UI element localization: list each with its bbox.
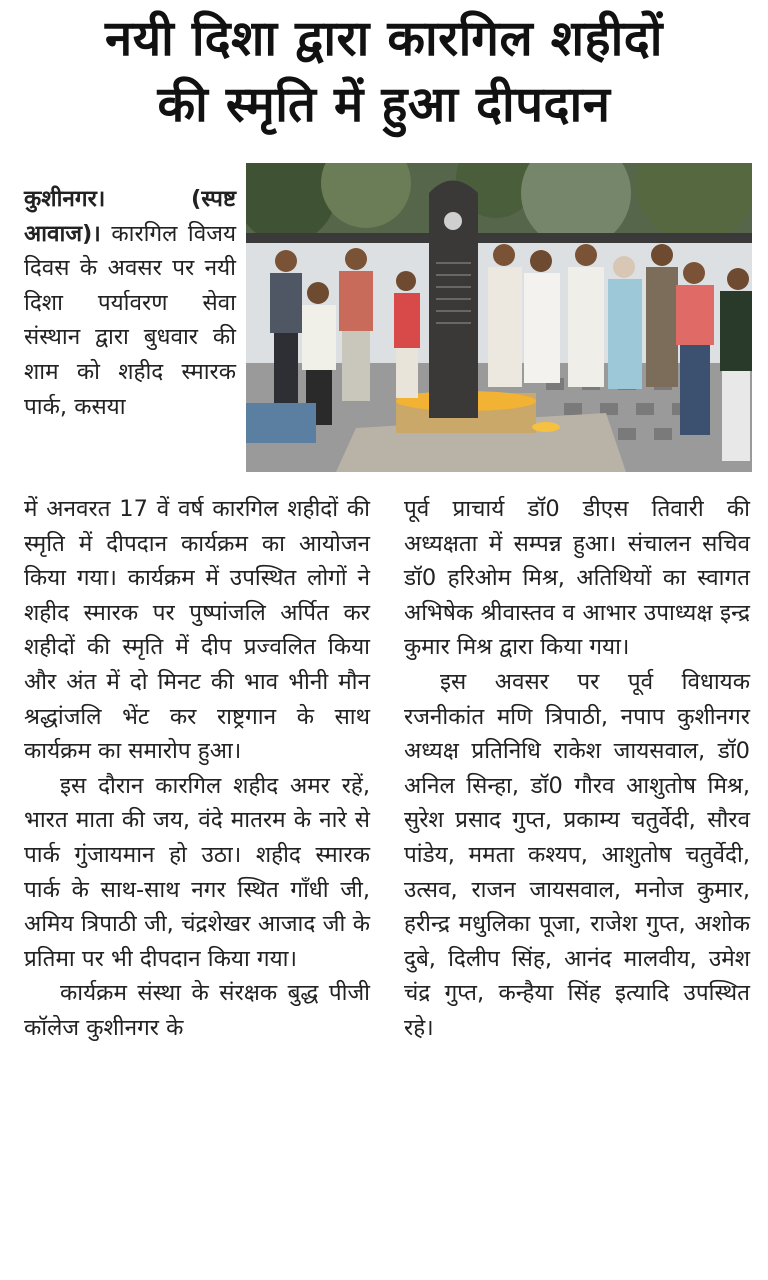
article-column-left (24, 492, 370, 1046)
article-column-right (404, 492, 750, 1046)
article-paragraph-3-cont: पूर्व प्राचार्य डॉ0 डीएस तिवारी की अध्यक्षता में सम्पन्न हुआ। संचालन सचिव डॉ0 हरिओम मिश्र, अतिथियों का स्वागत अभिषेक श्रीवास्तव व आभार उपाध्यक्ष इन्द्र कुमार मिश्र द्वारा किया गया। (404, 496, 750, 661)
article-intro: कारगिल विजय दिवस के अवसर पर नयी दिशा पर्यावरण सेवा संस्थान द्वारा बुधवार की शाम को शहीद स्मारक पार्क, कसया (24, 220, 237, 420)
news-photo (246, 163, 752, 472)
headline-line-1: नयी दिशा द्वारा कारगिल शहीदों (105, 10, 663, 67)
article-paragraph-2: इस दौरान कारगिल शहीद अमर रहें, भारत माता की जय, वंदे मातरम के नारे से पार्क गुंजायमान हो उठा। शहीद स्मारक पार्क के साथ-साथ नगर स्थित गाँधी जी, अमिय त्रिपाठी जी, चंद्रशेखर आजाद जी के प्रतिमा पर भी दीपदान किया गया। (24, 772, 370, 972)
headline-line-2: की स्मृति में हुआ दीपदान (157, 76, 611, 133)
article-paragraph-1-cont: में अनवरत 17 वें वर्ष कारगिल शहीदों की स्मृति में दीपदान कार्यक्रम का आयोजन किया गया। कार्यक्रम में उपस्थित लोगों ने शहीद स्मारक पर पुष्पांजलि अर्पित कर शहीदों की स्मृति में दीप प्रज्वलित किया और अंत में दो मिनट की भाव भीनी मौन श्रद्धांजलि भेंट कर राष्ट्रगान के साथ कार्यक्रम का समारोप हुआ। (24, 496, 370, 765)
article-paragraph-4: इस अवसर पर पूर्व विधायक रजनीकांत मणि त्रिपाठी, नपाप कुशीनगर अध्यक्ष प्रतिनिधि राकेश जायसवाल, डॉ0 अनिल सिन्हा, डॉ0 गौरव आशुतोष मिश्र, सुरेश प्रसाद गुप्त, प्रकाम्य चतुर्वेदी, सौरव पांडेय, ममता कश्यप, आशुतोष चतुर्वेदी, उत्सव, राजन जायसवाल, मनोज कुमार, हरीन्द्र मधुलिका पूजा, राजेश गुप्त, अशोक दुबे, दिलीप सिंह, आनंद मालवीय, उमेश चंद्र गुप्त, कन्हैया सिंह इत्यादि उपस्थित रहे। (404, 668, 750, 1041)
article-dateline: कुशीनगर। (स्पष्ट आवाज)। (24, 186, 236, 247)
article-column-top (24, 182, 236, 424)
article-paragraph-3: कार्यक्रम संस्था के संरक्षक बुद्ध पीजी कॉलेज कुशीनगर के (24, 980, 370, 1041)
headline (0, 6, 768, 138)
